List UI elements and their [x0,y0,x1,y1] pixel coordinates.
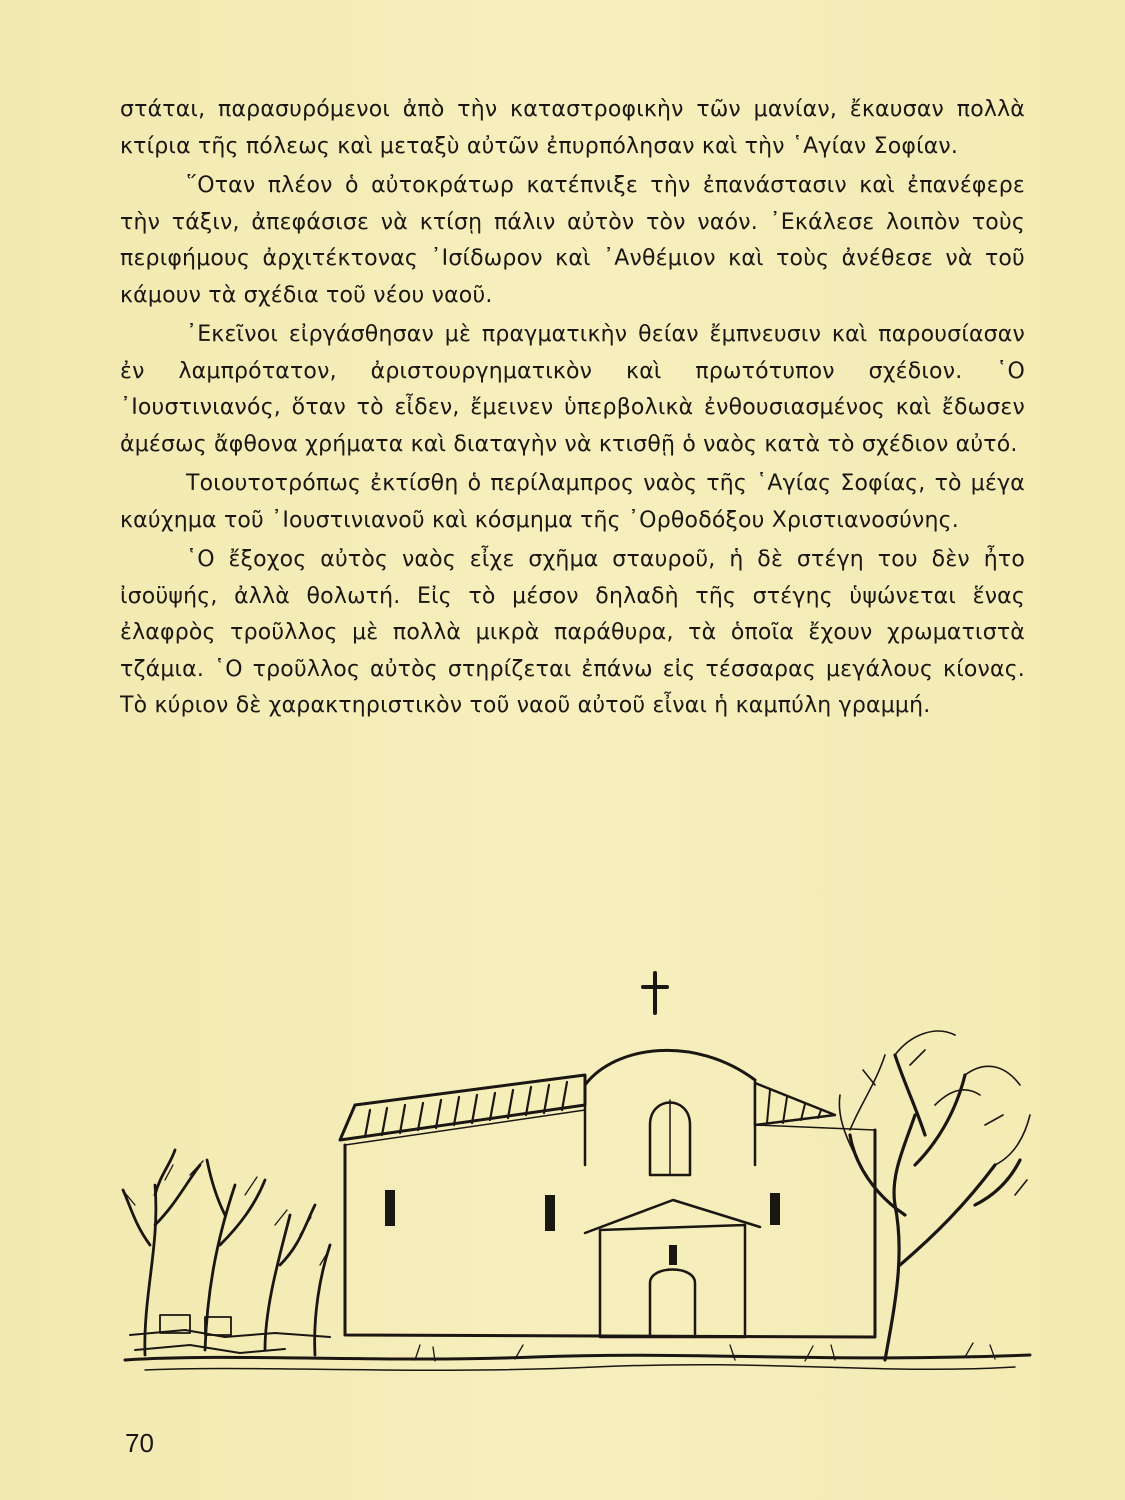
byzantine-church-illustration-icon [115,965,1040,1395]
paragraph-2: ῞Οταν πλέον ὁ αὐτοκράτωρ κατέπνιξε τὴν ἐπανάστασιν καὶ ἐπανέφερε τὴν τάξιν, ἀπεφάσισε νὰ κτίσῃ πάλιν αὐτὸν τὸν ναόν. ᾿Εκάλεσε λοιπὸν τοὺς περιφήμους ἀρχιτέκτονας ᾿Ισίδωρον καὶ ᾿Ανθέμιον καὶ τοὺς ἀνέθεσε νὰ τοῦ κάμουν τὰ σχέδια τοῦ νέου ναοῦ. [120,173,1025,308]
paragraph-3: ᾿Εκεῖνοι εἰργάσθησαν μὲ πραγματικὴν θείαν ἔμπνευσιν καὶ παρουσίασαν ἐν λαμπρότατον, ἀριστουργηματικὸν καὶ πρωτότυπον σχέδιον. ῾Ο ᾿Ιουστινιανός, ὅταν τὸ εἶδεν, ἔμεινεν ὑπερβολικὰ ἐνθουσιασμένος καὶ ἔδωσεν ἀμέσως ἄφθονα χρήματα καὶ διαταγὴν νὰ κτισθῇ ὁ ναὸς κατὰ τὸ σχέδιον αὐτό. [120,322,1025,457]
page-number: 70 [125,1428,154,1458]
paragraph-5: ῾Ο ἔξοχος αὐτὸς ναὸς εἶχε σχῆμα σταυροῦ, ἡ δὲ στέγη του δὲν ἦτο ἰσοϋψής, ἀλλὰ θολωτή. Εἰς τὸ μέσον δηλαδὴ τῆς στέγης ὑψώνεται ἕνας ἐλαφρὸς τροῦλλος μὲ πολλὰ μικρὰ παράθυρα, τὰ ὁποῖα ἔχουν χρωματιστὰ τζάμια. ῾Ο τροῦλλος αὐτὸς στηρίζεται ἐπάνω εἰς τέσσαρας μεγάλους κίονας. Τὸ κύριον δὲ χαρακτηριστικὸν τοῦ ναοῦ αὐτοῦ εἶναι ἡ καμπύλη γραμμή. [120,547,1025,718]
paragraph-4: Τοιουτοτρόπως ἐκτίσθη ὁ περίλαμπρος ναὸς τῆς ῾Αγίας Σοφίας, τὸ μέγα καύχημα τοῦ ᾿Ιουστινιανοῦ καὶ κόσμημα τῆς ᾿Ορθοδόξου Χριστιανοσύνης. [120,471,1025,533]
body-text [120,92,1025,728]
paragraph-1: στάται, παρασυρόμενοι ἀπὸ τὴν καταστροφικὴν τῶν μανίαν, ἔκαυσαν πολλὰ κτίρια τῆς πόλεως καὶ μεταξὺ αὐτῶν ἐπυρπόλησαν καὶ τὴν ῾Αγίαν Σοφίαν. [120,97,1025,159]
